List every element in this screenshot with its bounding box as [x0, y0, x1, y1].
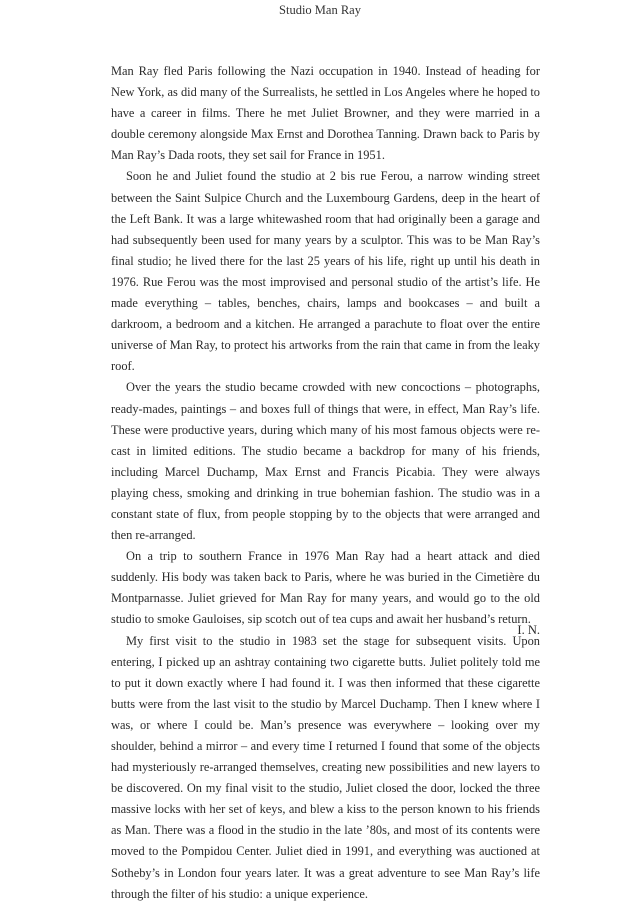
paragraph: Over the years the studio became crowded with new concoctions – photographs, ready-mades, paintings – and boxes full of things that were, in effect, Man Ray’s life. These were productive years, during which many of his most famous objects were re-cast in limited editions. The studio became a backdrop for many of his friends, including Marcel Duchamp, Max Ernst and Francis Picabia. They were always playing chess, smoking and drinking in true bohemian fashion. The studio was in a constant state of flux, from people stopping by to the objects that were arranged and then re-arranged.: [111, 380, 540, 543]
body-text: [111, 61, 540, 905]
paragraph: On a trip to southern France in 1976 Man Ray had a heart attack and died suddenly. His body was taken back to Paris, where he was buried in the Cimetière du Montparnasse. Juliet grieved for Man Ray for many years, and would go to the old studio to smoke Gauloises, sip scotch out of tea cups and await her husband’s return.: [111, 549, 540, 627]
author-initials: I. N.: [517, 623, 540, 637]
paragraph: Soon he and Juliet found the studio at 2 bis rue Ferou, a narrow winding street between the Saint Sulpice Church and the Luxembourg Gardens, deep in the heart of the Left Bank. It was a large whitewashed room that had originally been a garage and had subsequently been used for many years by a sculptor. This was to be Man Ray’s final studio; he lived there for the last 25 years of his life, right up until his death in 1976. Rue Ferou was the most improvised and personal studio of the artist’s life. He made everything – tables, benches, chairs, lamps and bookcases – and built a darkroom, a bedroom and a kitchen. He arranged a parachute to float over the entire universe of Man Ray, to protect his artworks from the rain that came in from the leaky roof.: [111, 169, 540, 374]
paragraph: My first visit to the studio in 1983 set the stage for subsequent visits. Upon entering, I picked up an ashtray containing two cigarette butts. Juliet politely told me to put it down exactly where I had found it. I was then informed that these cigarette butts were from the last visit to the studio by Marcel Duchamp. Then I knew where I was, or where I could be. Man’s presence was everywhere – looking over my shoulder, behind a mirror – and every time I returned I found that some of the objects had mysteriously re-arranged themselves, creating new possibilities and new layers to be discovered. On my final visit to the studio, Juliet closed the door, locked the three massive locks with her set of keys, and blew a kiss to the person known to his friends as Man. There was a flood in the studio in the late ’80s, and most of its contents were moved to the Pompidou Center. Juliet died in 1991, and everything was auctioned at Sotheby’s in London four years later. It was a great adventure to see Man Ray’s life through the filter of his studio: a unique experience.: [111, 633, 540, 901]
paragraph: Man Ray fled Paris following the Nazi occupation in 1940. Instead of heading for New York, as did many of the Surrealists, he settled in Los Angeles where he hoped to have a career in films. There he met Juliet Browner, and they were married in a double ceremony alongside Max Ernst and Dorothea Tanning. Drawn back to Paris by Man Ray’s Dada roots, they set sail for France in 1951.: [111, 64, 540, 163]
running-head: Studio Man Ray: [279, 3, 361, 17]
